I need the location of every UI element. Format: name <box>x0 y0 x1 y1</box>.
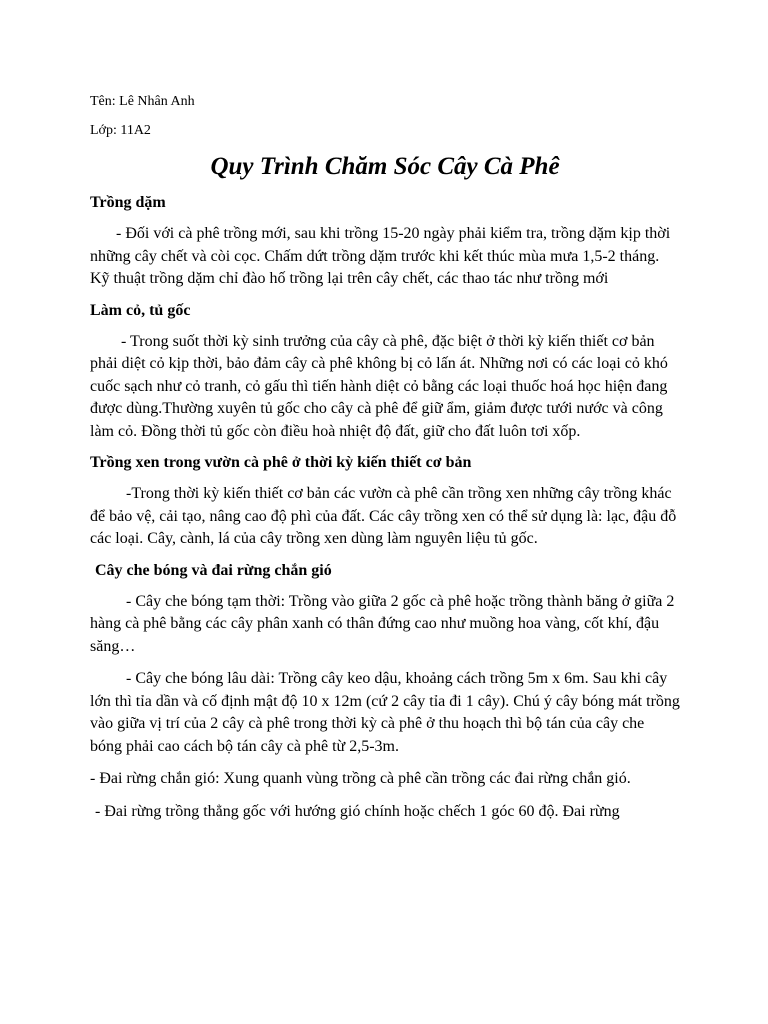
author-line: Tên: Lê Nhân Anh <box>90 94 195 109</box>
heading-trong-dam: Trồng dặm <box>90 194 166 211</box>
paragraph-che-bong-tam-thoi: - Cây che bóng tạm thời: Trồng vào giữa 2 gốc cà phê hoặc trồng thành băng ở giữa 2 hàng cà phê bằng các cây phân xanh có thân đứng cao như muồng hoa vàng, cốt khí, đậu săng… <box>90 592 675 655</box>
document-page <box>90 92 680 833</box>
paragraph-dai-rung-chan-gio: - Đai rừng chắn gió: Xung quanh vùng trồng cà phê cần trồng các đai rừng chắn gió. <box>90 770 631 787</box>
class-line: Lớp: 11A2 <box>90 123 151 138</box>
document-title: Quy Trình Chăm Sóc Cây Cà Phê <box>210 153 560 180</box>
heading-lam-co: Làm cỏ, tủ gốc <box>90 301 191 319</box>
paragraph-trong-dam: - Đối với cà phê trồng mới, sau khi trồng 15-20 ngày phải kiểm tra, trồng dặm kịp thời những cây chết và còi cọc. Chấm dứt trồng dặm trước khi kết thúc mùa mưa 1,5-2 tháng. Kỹ thuật trồng dặm chỉ đào hố trồng lại trên cây chết, các thao tác như trồng mới <box>90 225 671 287</box>
heading-trong-xen: Trồng xen trong vườn cà phê ở thời kỳ kiến thiết cơ bản <box>90 454 472 471</box>
paragraph-lam-co: - Trong suốt thời kỳ sinh trưởng của cây cà phê, đặc biệt ở thời kỳ kiến thiết cơ bản phải diệt cỏ kịp thời, bảo đảm cây cà phê không bị cỏ lấn át. Những nơi có các loại cỏ khó cuốc sạch như cỏ tranh, cỏ gấu thì tiến hành diệt cỏ bằng các loại thuốc hoá học hiện đang được dùng.Thường xuyên tủ gốc cho cây cà phê để giữ ẩm, giảm được tưới nước và công làm cỏ. Đồng thời tủ gốc còn điều hoà nhiệt độ đất, giữ cho đất luôn tơi xốp. <box>90 332 668 440</box>
paragraph-dai-rung-trong: - Đai rừng trồng thẳng gốc với hướng gió chính hoặc chếch 1 góc 60 độ. Đai rừng <box>95 802 620 820</box>
heading-che-bong: Cây che bóng và đai rừng chắn gió <box>95 561 332 579</box>
paragraph-che-bong-lau-dai: - Cây che bóng lâu dài: Trồng cây keo dậu, khoảng cách trồng 5m x 6m. Sau khi cây lớn thì tỉa dần và cố định mật độ 10 x 12m (cứ 2 cây tỉa đi 1 cây). Chú ý cây bóng mát trồng vào giữa vị trí của 2 cây cà phê trong thời kỳ cà phê ở thu hoạch thì bộ tán của cây che bóng phải cao cách bộ tán cây cà phê từ 2,5-3m. <box>90 670 680 755</box>
paragraph-trong-xen: -Trong thời kỳ kiến thiết cơ bản các vườn cà phê cần trồng xen những cây trồng khác để bảo vệ, cải tạo, nâng cao độ phì của đất. Các cây trồng xen có thể sử dụng là: lạc, đậu đỗ các loại. Cây, cành, lá của cây trồng xen dùng làm nguyên liệu tủ gốc. <box>90 485 677 547</box>
